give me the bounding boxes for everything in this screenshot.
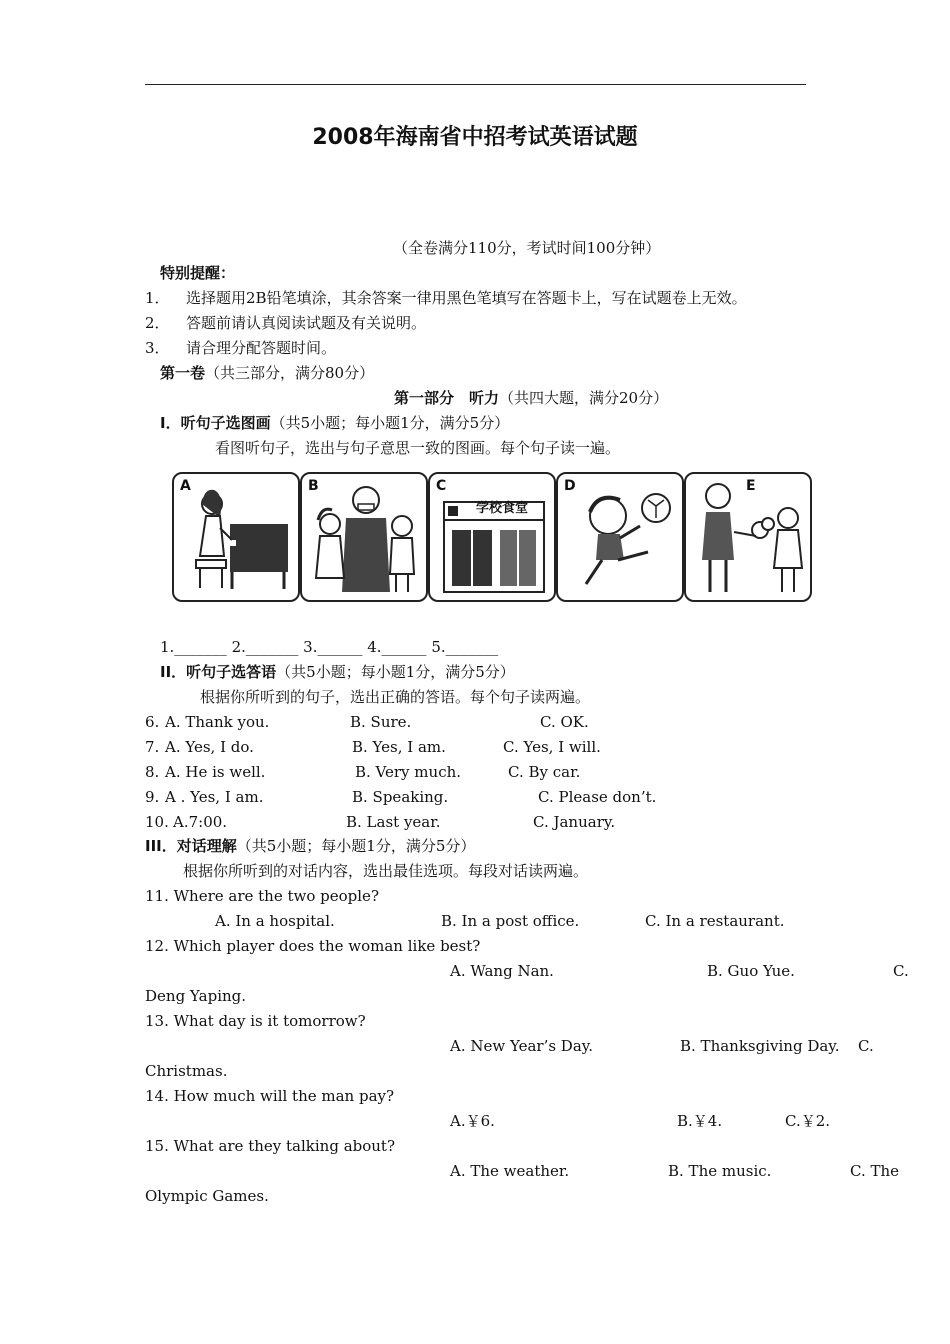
q14-option-b: B.￥4. [677, 1112, 723, 1130]
q14-option-c: C.￥2. [785, 1112, 831, 1130]
piano-girl-icon [174, 474, 298, 600]
q13-option-c-wrap: Christmas. [145, 1062, 228, 1080]
section-3-heading [145, 836, 475, 856]
reminder-1-text: 选择题用2B铅笔填涂，其余答案一律用黑色笔填写在答题卡上，写在试题卷上无效。 [186, 289, 747, 307]
volume-one-rest: （共三部分，满分80分） [205, 364, 375, 382]
q10-option-a: A.7:00. [173, 813, 228, 831]
canteen-sign: 学校食堂 [476, 501, 529, 516]
section-1-answer-blanks: 1._______ 2._______ 3.______ 4.______ 5._______ [160, 638, 499, 656]
q7-option-c: C. Yes, I will. [503, 738, 601, 756]
reminder-3-text: 请合理分配答题时间。 [186, 339, 337, 357]
part-one-heading [394, 388, 668, 408]
q12-option-b: B. Guo Yue. [707, 962, 795, 980]
section-2-bold: II．听句子选答语 [160, 663, 277, 681]
q11-question: 11. Where are the two people? [145, 887, 379, 905]
q15-option-c: C. The [850, 1162, 900, 1180]
section-3-rest: （共5小题；每小题1分，满分5分） [236, 837, 476, 855]
grandfather-children-icon [302, 474, 426, 600]
q13-option-a: A. New Year’s Day. [450, 1037, 594, 1055]
q12-question: 12. Which player does the woman like best? [145, 937, 481, 955]
picture-d-label: D [564, 478, 576, 494]
full-marks-note: （全卷满分110分，考试时间100分钟） [393, 239, 661, 257]
picture-c-label: C [436, 478, 447, 494]
q8-option-a: A. He is well. [165, 763, 266, 781]
q9-num: 9. [145, 788, 160, 806]
q7-option-a: A. Yes, I do. [165, 738, 254, 756]
q8-num: 8. [145, 763, 160, 781]
q13-question: 13. What day is it tomorrow? [145, 1012, 366, 1030]
q15-option-b: B. The music. [668, 1162, 772, 1180]
section-1-instruction: 看图听句子，选出与句子意思一致的图画。每个句子读一遍。 [215, 439, 621, 457]
page-title: 2008年海南省中招考试英语试题 [312, 125, 638, 150]
school-canteen-icon [430, 474, 554, 600]
reminder-3-num: 3． [145, 339, 170, 357]
q10-option-b: B. Last year. [346, 813, 441, 831]
q12-option-a: A. Wang Nan. [450, 962, 554, 980]
q6-option-c: C. OK. [540, 713, 589, 731]
q13-option-b: B. Thanksgiving Day. [680, 1037, 840, 1055]
reminder-1-num: 1． [145, 289, 170, 307]
q14-option-a: A.￥6. [450, 1112, 495, 1130]
picture-a [172, 472, 300, 602]
q9-option-b: B. Speaking. [352, 788, 449, 806]
picture-strip [172, 472, 808, 602]
section-2-rest: （共5小题；每小题1分，满分5分） [276, 663, 515, 681]
gift-flowers-icon [686, 474, 810, 600]
picture-e [684, 472, 812, 602]
picture-b-label: B [308, 478, 319, 494]
section-1-rest: （共5小题；每小题1分，满分5分） [270, 414, 510, 432]
q6-num: 6. [145, 713, 160, 731]
q11-option-b: B. In a post office. [441, 912, 580, 930]
section-1-heading [160, 413, 509, 433]
q8-option-b: B. Very much. [355, 763, 462, 781]
picture-e-label: E [746, 478, 756, 494]
part-one-rest: （共四大题，满分20分） [499, 389, 669, 407]
q10-num: 10. [145, 813, 169, 831]
picture-c [428, 472, 556, 602]
q7-num: 7. [145, 738, 160, 756]
q15-option-a: A. The weather. [450, 1162, 570, 1180]
picture-b [300, 472, 428, 602]
q15-question: 15. What are they talking about? [145, 1137, 395, 1155]
q11-option-c: C. In a restaurant. [645, 912, 785, 930]
q13-option-c: C. [858, 1037, 874, 1055]
section-3-instruction: 根据你所听到的对话内容，选出最佳选项。每段对话读两遍。 [183, 862, 589, 880]
q12-option-c-wrap: Deng Yaping. [145, 987, 247, 1005]
q15-option-c-wrap: Olympic Games. [145, 1187, 269, 1205]
q9-option-a: A . Yes, I am. [165, 788, 264, 806]
q6-option-a: A. Thank you. [165, 713, 270, 731]
section-1-bold: I．听句子选图画 [160, 414, 271, 432]
q14-question: 14. How much will the man pay? [145, 1087, 395, 1105]
volume-one-heading [160, 363, 374, 383]
reminder-2-text: 答题前请认真阅读试题及有关说明。 [186, 314, 427, 332]
reminder-heading: 特别提醒： [160, 264, 236, 282]
reminder-2-num: 2． [145, 314, 170, 332]
header-rule [145, 84, 806, 85]
q9-option-c: C. Please don’t. [538, 788, 657, 806]
part-one-bold: 第一部分 听力 [394, 389, 500, 407]
section-2-heading [160, 662, 515, 682]
section-3-bold: III．对话理解 [145, 837, 237, 855]
volume-one-bold: 第一卷 [160, 364, 206, 382]
q6-option-b: B. Sure. [350, 713, 412, 731]
section-2-instruction: 根据你所听到的句子，选出正确的答语。每个句子读两遍。 [200, 688, 591, 706]
football-boy-icon [558, 474, 682, 600]
q8-option-c: C. By car. [508, 763, 581, 781]
q12-option-c: C. [893, 962, 909, 980]
picture-d [556, 472, 684, 602]
picture-a-label: A [180, 478, 191, 494]
q7-option-b: B. Yes, I am. [352, 738, 446, 756]
q11-option-a: A. In a hospital. [215, 912, 335, 930]
q10-option-c: C. January. [533, 813, 616, 831]
